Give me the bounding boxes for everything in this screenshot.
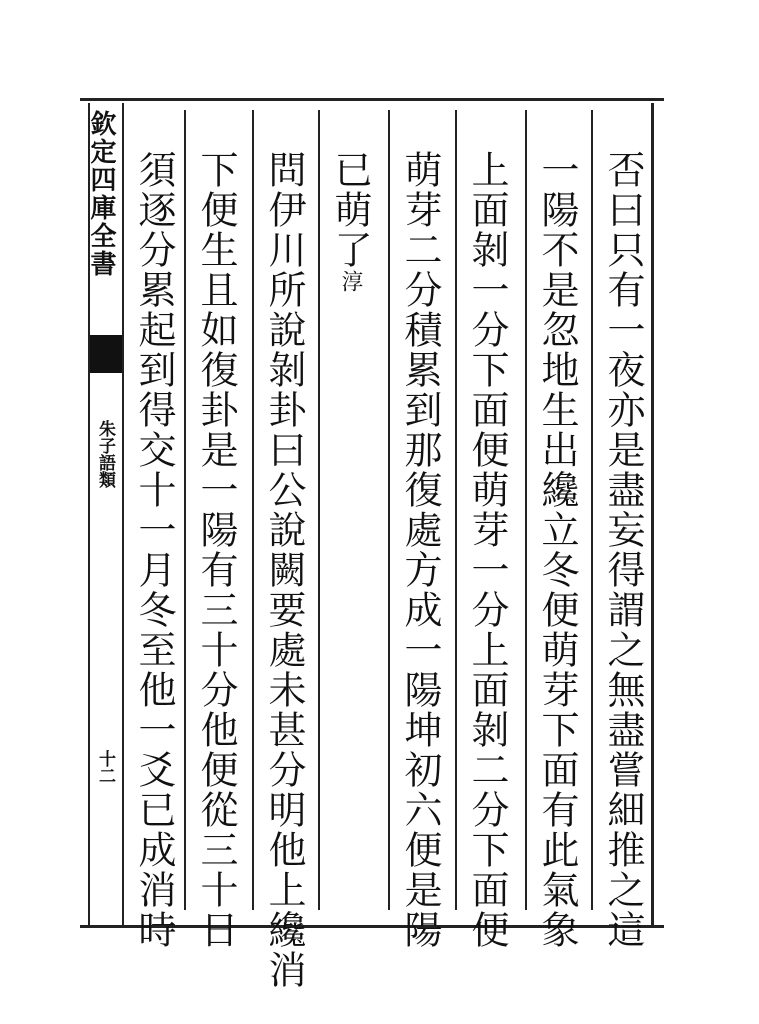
column-text: 一陽不是忽地生出纔立冬便萌芽下面有此氣象: [535, 150, 579, 950]
section-title: 朱子語類: [95, 420, 115, 488]
text-column-3: [455, 110, 517, 950]
book-title: 欽定四庫全書: [86, 110, 116, 278]
column-text: 否曰只有一夜亦是盡妄得謂之無盡嘗細推之這: [601, 150, 645, 950]
text-column-2: [525, 110, 587, 950]
column-text: [320, 150, 380, 294]
column-text: 須逐分累起到得交十一月冬至他一爻已成消時: [132, 150, 176, 950]
text-column-7: [184, 110, 246, 950]
page-number: 十二: [95, 750, 115, 784]
text-column-1: [591, 110, 653, 950]
attribution-note: 淳: [338, 270, 363, 294]
column-text: 上面剝一分下面便萌芽一分上面剝二分下面便: [465, 150, 509, 950]
column-main-text: 已萌了: [328, 150, 372, 270]
text-column-5: [318, 110, 380, 910]
page-border-top: [80, 98, 664, 101]
text-column-4: [388, 110, 450, 950]
fish-tail-mark: [90, 335, 122, 373]
text-column-6: [252, 110, 314, 990]
column-text: 萌芽二分積累到那復處方成一陽坤初六便是陽: [398, 150, 442, 950]
column-text: 問伊川所說剝卦曰公說闕要處未甚分明他上纔消: [262, 150, 306, 990]
text-column-8: [122, 110, 184, 950]
column-text: 下便生且如復卦是一陽有三十分他便從三十日: [194, 150, 238, 950]
